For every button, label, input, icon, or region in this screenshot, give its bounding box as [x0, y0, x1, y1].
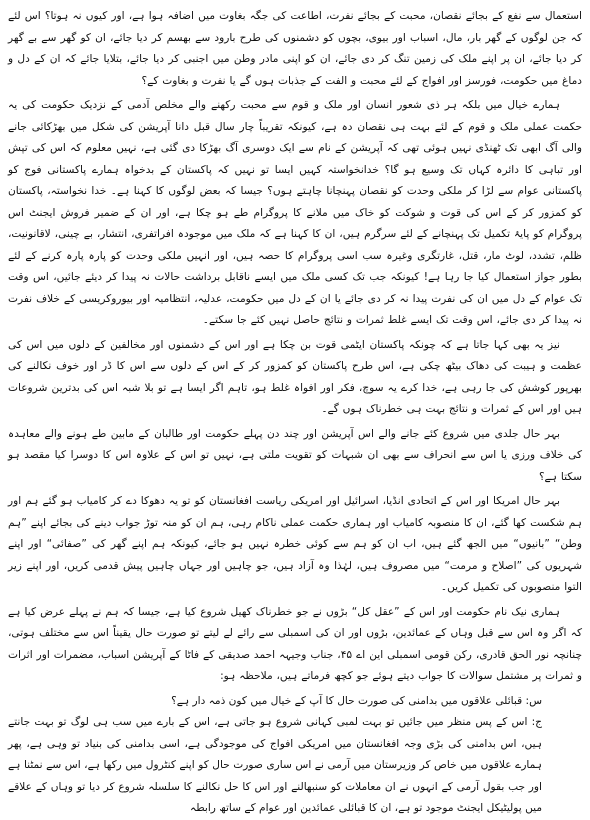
- paragraph-6: ہماری نیک نام حکومت اور اس کے ”عقل کل“ بڑوں نے جو خطرناک کھیل شروع کیا ہے، جیسا کہ ہم نے پہلے عرض کیا ہے کہ اگر وہ اس سے قبل وہاں کے عمائدین، بڑوں اور ان کی اسمبلی سے رائے لے لیتے تو صورت حال یقیناً اس سے مختلف ہوتی، چنانچہ نور الحق قادری، رکن قومی اسمبلی این اے ۴۵، جناب وجیہہ احمد صدیقی کے فاٹا کے آپریشن اسباب، مضمرات اور اثرات و ثمرات پر مشتمل سوالات کا جواب دیتے ہوئے جو کچھ فرماتے ہیں، ملاحظہ ہو:: [8, 605, 583, 682]
- paragraph-4: بہر حال جلدی میں شروع کئے جانے والے اس آپریشن اور چند دن پہلے حکومت اور طالبان کے مابین طے ہونے والے معاہدہ کی خلاف ورزی یا اس سے انحراف سے بھی ان شبہات کو تقویت ملتی ہے، نہیں تو اس کے علاوہ اس کا دوسرا کیا مقصد ہو سکتا ہے؟: [8, 427, 582, 483]
- interview-answer: ج: اس کے پس منظر میں جائیں تو بہت لمبی کہانی شروع ہو جاتی ہے، اس کے بارے میں سب ہی لوگ تو بہت جانتے ہیں، اس بدامنی کی بڑی وجہ افغانستان میں امریکی افواج کی موجودگی ہے، اسی بدامنی کی بنیاد تو وہی ہے، پھر ہمارے علاقوں میں خاص کر وزیرستان میں آرمی نے اس ساری صورت حال کو اپنے کنٹرول میں رکھا ہے، اس سے نمٹنا ہے اور جب بقول آرمی کے انہوں نے ان معاملات کو سنبھالنے اور اس کا حل نکالنے کا سلسلہ شروع کر دیا تو وہاں کے علاقے میں پولیٹیکل ایجنٹ موجود تو ہے، ان کا قبائلی عمائدین اور عوام کے ساتھ رابطہ: [8, 716, 542, 814]
- document-page: [8, 6, 583, 814]
- interview-question: س: قبائلی علاقوں میں بدامنی کی صورت حال کا آپ کے خیال میں کون ذمہ دار ہے؟: [171, 694, 542, 707]
- paragraph-5: بہر حال امریکا اور اس کے اتحادی انڈیا، اسرائیل اور امریکی ریاست افغانستان کو تو یہ دھوکا دے کر کامیاب ہو گئے ہم اور ہم شکست کھا گئے، ان کا منصوبہ کامیاب اور ہماری حکمت عملی ناکام رہی، ہم ان کو منہ توڑ جواب دینے کی بجائے اپنے ”ہم وطن“ ”بانیوں“ میں الجھ گئے ہیں، اب ان کو ہم سے کوئی خطرہ نہیں ہو جائے، کیونکہ ہم اپنے گھر کی ”صفائی“ اور اپنے شہریوں کی ”اصلاح و مرمت“ میں مصروف ہیں، لہٰذا وہ آزاد ہیں، جو چاہیں اور جہاں چاہیں پیش قدمی کریں، اور اپنے زیر التوا منصوبوں کی تکمیل کریں۔: [8, 495, 582, 593]
- paragraph-3: نیز یہ بھی کہا جاتا ہے کہ چونکہ پاکستان ایٹمی قوت بن چکا ہے اور اس کے دشمنوں اور مخالفین کے دلوں میں اس کی عظمت و ہیبت کی دھاک بیٹھ چکی ہے، اس طرح پاکستان کو کمزور کر کے اس کے دلوں سے اس کا ڈر اور خوف نکالنے کی بھرپور کوشش کی جا رہی ہے، خدا کرے یہ سوچ، فکر اور افواہ غلط ہو، تاہم اگر ایسا ہے تو بلا شبہ اس کی بدترین شروعات ہیں اور اس کے ثمرات و نتائج بہت ہی خطرناک ہوں گے۔: [8, 338, 582, 415]
- paragraph-2: ہمارے خیال میں بلکہ ہر ذی شعور انسان اور ملک و قوم سے محبت رکھنے والے مخلص آدمی کے نزدیک حکومت کی یہ حکمت عملی ملک و قوم کے لئے بہت ہی نقصان دہ ہے، کیونکہ تقریباً چار سال قبل دانا آپریشن کی شکل میں بھڑکائی جانے والی آگ ابھی تک ٹھنڈی نہیں ہوئی تھی کہ آپریشن کے نام سے ایک دوسری آگ بھڑکا دی گئی ہے، نہیں معلوم کہ اس کی تپش اور تباہی کا دائرہ کہاں تک وسیع ہو گا؟ خدانخواستہ کہیں ایسا تو نہیں کہ پاکستان کے بدخواہ ہمارے پاکستانی فوج کو پاکستانی عوام سے لڑا کر ملکی وحدت کو نقصان پہنچانا چاہتے ہوں؟ جیسا کہ بعض لوگوں کا کہنا ہے۔ خدا نخواستہ، پاکستان کو کمزور کر کے اس کی قوت و شوکت کو خاک میں ملانے کا پروگرام طے ہو چکا ہے، اور ان کے ضمیر فروش ایجنٹ اس پروگرام کو پایۂ تکمیل تک پہنچانے کے لئے سرگرم ہیں، ان کا کہنا ہے کہ ملک میں موجودہ افراتفری، انتشار، بے چینی، لاقانونیت، ظلم، تشدد، لوٹ مار، قتل، غارتگری وغیرہ سب اسی پروگرام کا حصہ ہیں، اور انہیں ملکی وحدت کو پارہ پارہ کرنے کے لئے بطور جواز استعمال کیا جا رہا ہے! کیونکہ جب تک کسی ملک میں ایسے ناقابل برداشت حالات نہ پیدا کر دیئے جائیں، اس وقت تک عوام کے دل میں ان کی نفرت پیدا نہ کر دی جائے یا ان کے دل میں حکومت، عدلیہ، انتظامیہ اور بیوروکریسی کے خلاف نفرت نہ پیدا کر دی جائے، اس وقت تک ایسے غلط ثمرات و نتائج حاصل نہیں کئے جا سکتے۔: [8, 99, 582, 326]
- paragraph-1: استعمال سے نفع کے بجائے نقصان، محبت کے بجائے نفرت، اطاعت کی جگہ بغاوت میں اضافہ ہوا ہے، اور کیوں نہ ہوتا؟ اس لئے کہ جن لوگوں کے گھر بار، مال، اسباب اور بیوی، بچوں کو دشمنوں کی طرح بارود سے بھسم کر دیا جائے، ان کو گھر سے بے گھر کر دیا جائے، ان پر اپنے ملک کی زمین تنگ کر دی جائے، ان کو اپنی مادر وطن میں اجنبی کر دیا جائے، بتلایا جائے کہ ان کے دل و دماغ میں حکومت، فورسز اور افواج کے لئے محبت و الفت کے جذبات ہوں گے یا نفرت و بغاوت کے؟: [8, 10, 582, 87]
